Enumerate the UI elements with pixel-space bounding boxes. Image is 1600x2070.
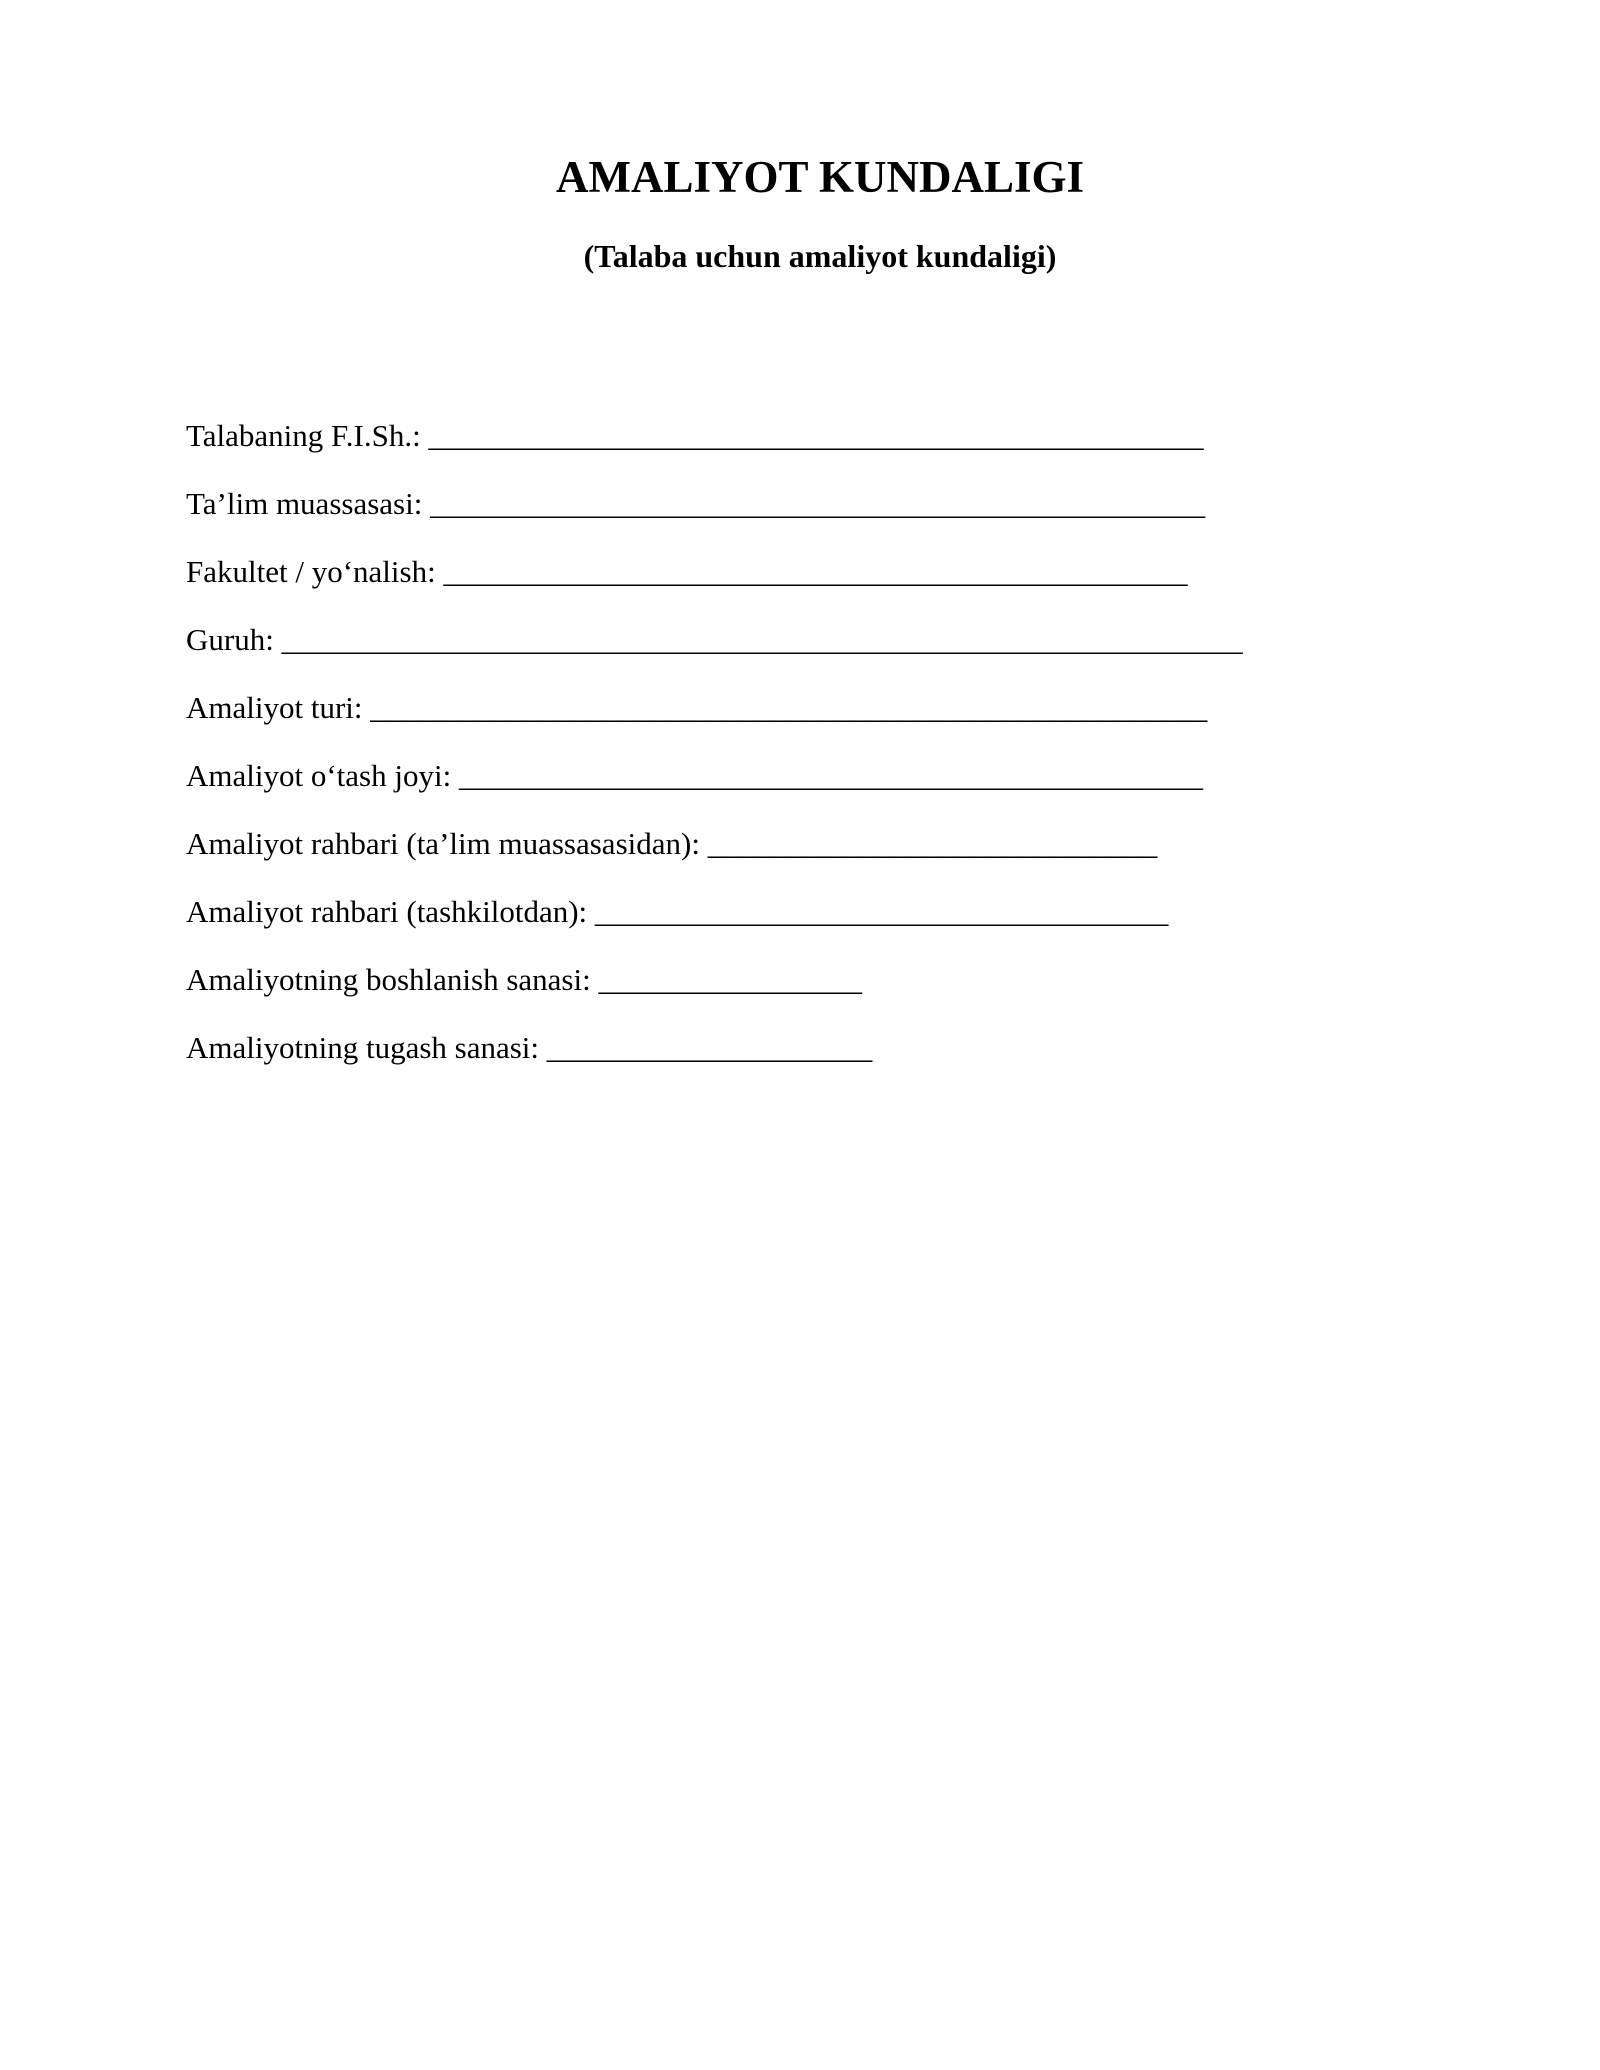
field-label: Fakultet / yo‘nalish: (186, 554, 444, 589)
field-blank-line[interactable]: ______________________________________________________________ (281, 622, 1243, 657)
field-group (186, 620, 1486, 688)
field-blank-line[interactable]: _____________________ (546, 1030, 873, 1065)
field-label: Guruh: (186, 622, 282, 657)
field-label: Ta’lim muassasasi: (186, 486, 431, 521)
field-label: Amaliyot o‘tash joyi: (186, 758, 459, 793)
field-blank-line[interactable]: ________________________________________________ (443, 554, 1188, 589)
field-label: Amaliyotning boshlanish sanasi: (186, 962, 599, 997)
field-blank-line[interactable]: ______________________________________________________ (370, 690, 1208, 725)
field-supervisor-organization (186, 892, 1486, 960)
field-blank-line[interactable]: __________________________________________________ (428, 418, 1204, 453)
field-blank-line[interactable]: _____________________________ (707, 826, 1158, 861)
field-institution (186, 484, 1486, 552)
field-practice-location (186, 756, 1486, 824)
document-subtitle: (Talaba uchun amaliyot kundaligi) (583, 238, 1057, 274)
field-faculty (186, 552, 1486, 620)
document-title: AMALIYOT KUNDALIGI (556, 152, 1084, 202)
field-label: Talabaning F.I.Sh.: (186, 418, 429, 453)
field-blank-line[interactable]: _________________ (598, 962, 862, 997)
field-supervisor-institution (186, 824, 1486, 892)
field-blank-line[interactable]: __________________________________________________ (430, 486, 1206, 521)
field-label: Amaliyotning tugash sanasi: (186, 1030, 547, 1065)
field-blank-line[interactable]: _____________________________________ (594, 894, 1169, 929)
field-end-date (186, 1028, 1486, 1096)
field-start-date (186, 960, 1486, 1028)
field-student-name (186, 416, 1486, 484)
field-label: Amaliyot rahbari (tashkilotdan): (186, 894, 595, 929)
field-label: Amaliyot rahbari (ta’lim muassasasidan): (186, 826, 708, 861)
field-label: Amaliyot turi: (186, 690, 371, 725)
field-blank-line[interactable]: ________________________________________________ (458, 758, 1203, 793)
form-fields (186, 416, 1486, 1096)
field-practice-type (186, 688, 1486, 756)
